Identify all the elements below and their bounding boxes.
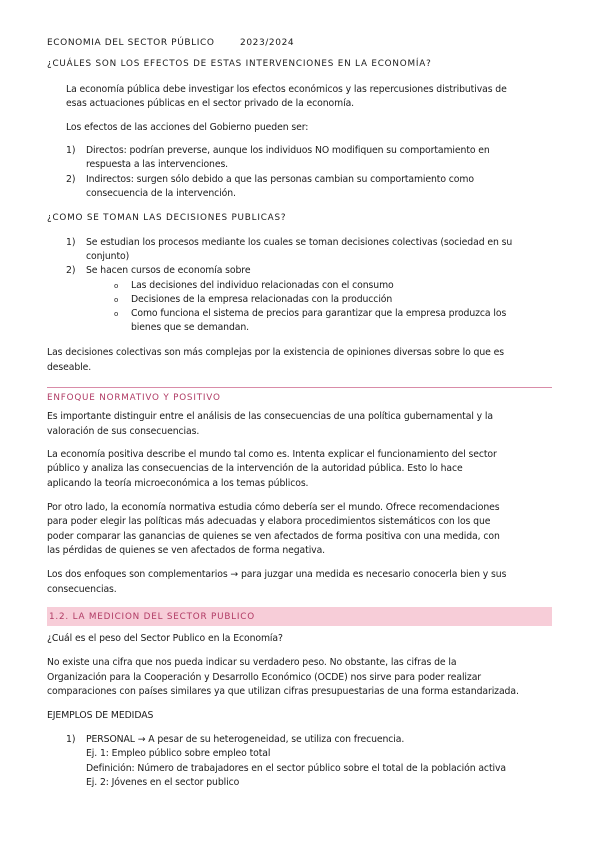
sub-bullet: o (114, 296, 119, 304)
course-header: ECONOMIA DEL SECTOR PÚBLICO (47, 38, 215, 48)
q1-paragraph-line: esas actuaciones públicas en el sector privado de la economía. (66, 98, 355, 109)
q2-item-1: Se estudian los procesos mediante los cuales se toman decisiones colectivas (sociedad en su (86, 237, 513, 248)
enfoque-complement-line: consecuencias. (47, 584, 117, 595)
enfoque-paragraph-line: valoración de sus consecuencias. (47, 426, 200, 437)
enfoque-paragraph-line: Es importante distinguir entre el análisis de las consecuencias de una política gubernamental y la (47, 411, 493, 422)
list-number: 2) (66, 174, 76, 185)
enfoque-title: ENFOQUE NORMATIVO Y POSITIVO (47, 393, 221, 403)
q1-title: ¿CUÁLES SON LOS EFECTOS DE ESTAS INTERVENCIONES EN LA ECONOMÍA? (47, 59, 432, 69)
list-number: 1) (66, 145, 76, 156)
enfoque-positive-line: aplicando la teoría microeconómica a los temas públicos. (47, 478, 309, 489)
list-number: 1) (66, 237, 76, 248)
sub-bullet: o (114, 310, 119, 318)
medicion-paragraph-line: No existe una cifra que nos pueda indicar su verdadero peso. No obstante, las cifras de la (47, 657, 457, 668)
example-line: Ej. 2: Jóvenes en el sector publico (86, 777, 240, 788)
q2-subitem: Decisiones de la empresa relacionadas con la producción (131, 294, 393, 305)
enfoque-positive-line: La economía positiva describe el mundo tal como es. Intenta explicar el funcionamiento del sector (47, 449, 497, 460)
year-header: 2023/2024 (240, 38, 295, 48)
q2-subitem: Como funciona el sistema de precios para garantizar que la empresa produzca los (131, 308, 507, 319)
q2-closing-line: Las decisiones colectivas son más complejas por la existencia de opiniones diversas sobre lo que es (47, 347, 504, 358)
list-number: 2) (66, 265, 76, 276)
q1-paragraph-line: La economía pública debe investigar los efectos económicos y las repercusiones distributivas de (66, 84, 507, 95)
medicion-title: 1.2. LA MEDICION DEL SECTOR PUBLICO (49, 612, 255, 622)
enfoque-normative-line: poder comparar las ganancias de quienes se ven afectados de forma positiva con una medida, con (47, 531, 500, 542)
medicion-paragraph-line: comparaciones con países similares ya que utilizan cifras presupuestarias de una forma estandarizada. (47, 686, 519, 697)
enfoque-complement-line: Los dos enfoques son complementarios → para juzgar una medida es necesario conocerla bien y sus (47, 569, 507, 580)
list-item-direct-cont: respuesta a las intervenciones. (86, 159, 229, 170)
q2-item-2: Se hacen cursos de economía sobre (86, 265, 251, 276)
example-personal: PERSONAL → A pesar de su heterogeneidad, se utiliza con frecuencia. (86, 734, 405, 745)
list-item-indirect: Indirectos: surgen sólo debido a que las personas cambian su comportamiento como (86, 174, 474, 185)
example-line: Definición: Número de trabajadores en el sector público sobre el total de la población activa (86, 763, 506, 774)
medicion-question: ¿Cuál es el peso del Sector Publico en la Economía? (47, 633, 283, 644)
q2-item-1-cont: conjunto) (86, 251, 130, 262)
q2-closing-line: deseable. (47, 362, 92, 373)
section-divider (47, 387, 552, 388)
example-line: Ej. 1: Empleo público sobre empleo total (86, 748, 271, 759)
q2-subitem-cont: bienes que se demandan. (131, 322, 250, 333)
enfoque-positive-line: público y analiza las consecuencias de la intervención de la autoridad pública. Esto lo hace (47, 463, 463, 474)
medicion-paragraph-line: Organización para la Cooperación y Desarrollo Económico (OCDE) nos sirve para poder realizar (47, 672, 482, 683)
q1-effects-intro: Los efectos de las acciones del Gobierno pueden ser: (66, 122, 309, 133)
list-item-indirect-cont: consecuencia de la intervención. (86, 188, 236, 199)
sub-bullet: o (114, 282, 119, 290)
examples-title: EJEMPLOS DE MEDIDAS (47, 710, 154, 721)
enfoque-normative-line: Por otro lado, la economía normativa estudia cómo debería ser el mundo. Ofrece recomendaciones (47, 502, 500, 513)
enfoque-normative-line: para poder elegir las políticas más adecuadas y elabora procedimientos sistemáticos con los que (47, 516, 491, 527)
list-item-direct: Directos: podrían preverse, aunque los individuos NO modifiquen su comportamiento en (86, 145, 490, 156)
q2-title: ¿COMO SE TOMAN LAS DECISIONES PUBLICAS? (47, 213, 287, 223)
q2-subitem: Las decisiones del individuo relacionadas con el consumo (131, 280, 394, 291)
enfoque-normative-line: las pérdidas de quienes se ven afectados de forma negativa. (47, 545, 326, 556)
list-number: 1) (66, 734, 76, 745)
